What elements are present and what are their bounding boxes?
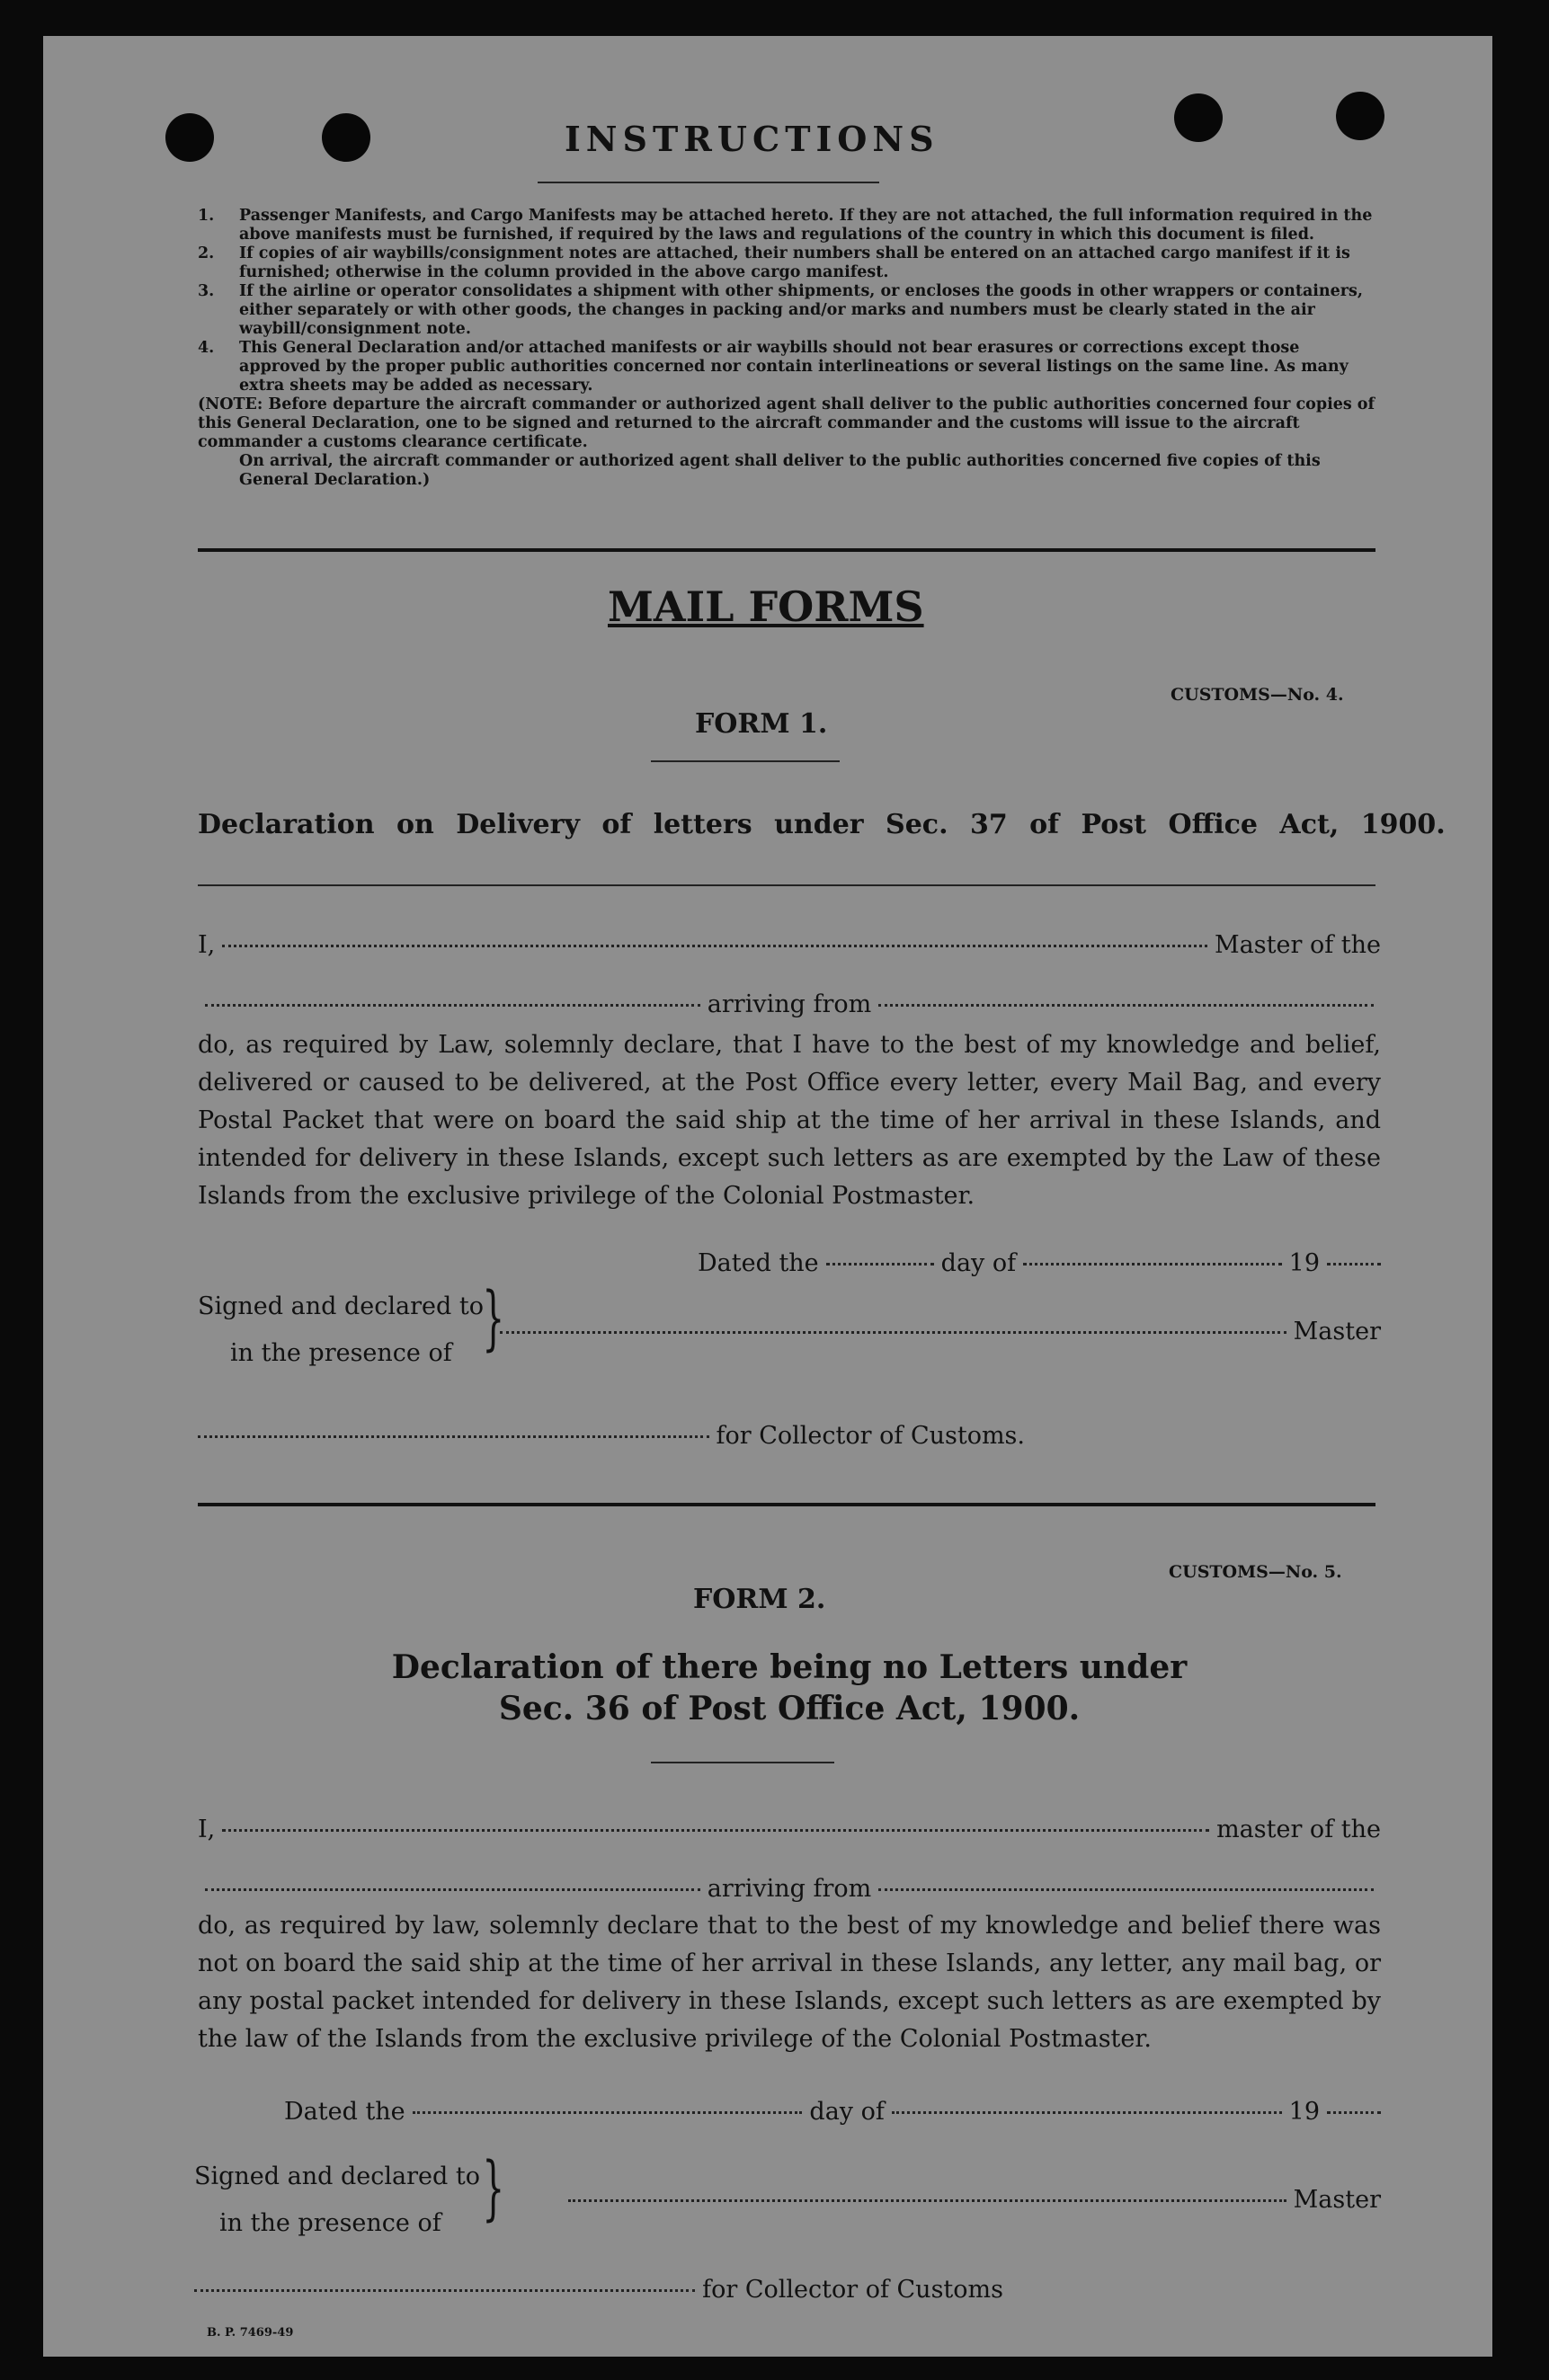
form2-master-sign-line: Master <box>561 2186 1381 2214</box>
customs-no-4: CUSTOMS—No. 4. <box>1171 685 1344 705</box>
form2-collector-signature-field[interactable] <box>194 2289 695 2292</box>
dated-day-field[interactable] <box>826 1263 934 1265</box>
form2-presence-label: in the presence of <box>219 2209 441 2237</box>
form2-collector-line: for Collector of Customs <box>194 2276 1003 2304</box>
punch-hole-left-2 <box>322 113 370 162</box>
form1-signed-label: Signed and declared to <box>198 1292 484 1320</box>
form1-presence-label: in the presence of <box>230 1339 452 1367</box>
dated-year-field[interactable] <box>1327 1263 1381 1265</box>
form2-dated-month-field[interactable] <box>892 2111 1282 2114</box>
mail-forms-heading: MAIL FORMS <box>608 582 924 631</box>
form2-dated-day-field[interactable] <box>413 2111 803 2114</box>
master-name-field[interactable] <box>222 945 1207 947</box>
form2-declaration-title: Declaration of there being no Letters under Sec. 36 of Post Office Act, 1900. <box>391 1648 1188 1727</box>
document-sheet <box>43 36 1492 2357</box>
instructions-title: INSTRUCTIONS <box>565 119 939 159</box>
master-signature-field[interactable] <box>500 1331 1286 1334</box>
form1-title-rule <box>651 760 840 762</box>
form1-dated-line: Dated the day of 19 <box>698 1249 1381 1277</box>
section-divider-top <box>198 548 1375 552</box>
instruction-item-3: 3. If the airline or operator consolidates a shipment with other shipments, or encloses the goods in other wrappers or containers, either separately or with other goods, the changes in packing and/or marks and numbers must be clearly stated in the air waybill/consignment note. <box>198 282 1363 338</box>
instruction-item-2: 2. If copies of air waybills/consignment notes are attached, their numbers shall be entered on an attached cargo manifest if it is furnished; otherwise in the column provided in the above cargo manifest. <box>198 244 1350 281</box>
arriving-from-field[interactable] <box>878 1004 1374 1007</box>
form2-title-rule <box>651 1762 834 1763</box>
form2-title: FORM 2. <box>693 1584 826 1615</box>
instructions-list <box>198 207 1379 490</box>
form2-paragraph: do, as required by law, solemnly declare that to the best of my knowledge and belief there was not on board the said ship at the time of her arrival in these Islands, any letter, any mail bag, or any postal packet intended for delivery in these Islands, except such letters as are exempted by the law of the Islands from the exclusive privilege of the Colonial Postmaster. <box>198 1912 1381 2053</box>
form2-arriving-line: arriving from <box>198 1875 1381 1903</box>
form1-master-sign-line: Master <box>493 1318 1381 1345</box>
form1-title: FORM 1. <box>695 708 828 740</box>
form2-dated-year-field[interactable] <box>1327 2111 1381 2114</box>
form2-master-signature-field[interactable] <box>568 2199 1286 2202</box>
form1-master-line: I, Master of the <box>198 931 1381 959</box>
form2-dated-line: Dated the day of 19 <box>284 2098 1381 2126</box>
punch-hole-right-2 <box>1336 92 1384 140</box>
section-divider-middle <box>198 1503 1375 1506</box>
punch-hole-left-1 <box>165 113 214 162</box>
collector-signature-field[interactable] <box>198 1435 709 1438</box>
instruction-note: (NOTE: Before departure the aircraft commander or authorized agent shall deliver to the public authorities concerned four copies of this General Declaration, one to be signed and returned to the aircraft commander and the customs will issue to the aircraft commander a customs clearance certificate. <box>198 395 1375 451</box>
customs-no-5: CUSTOMS—No. 5. <box>1169 1562 1342 1582</box>
form2-arriving-from-field[interactable] <box>878 1888 1374 1891</box>
ship-name-field[interactable] <box>205 1004 700 1007</box>
form2-brace: } <box>482 2148 505 2229</box>
form1-collector-line: for Collector of Customs. <box>198 1422 1025 1450</box>
form2-master-name-field[interactable] <box>222 1829 1209 1832</box>
form1-brace: } <box>482 1278 505 1359</box>
punch-hole-right-1 <box>1174 93 1223 142</box>
instruction-arrival: On arrival, the aircraft commander or authorized agent shall deliver to the public authorities concerned five copies of this General Declaration.) <box>239 452 1321 489</box>
form2-master-line: I, master of the <box>198 1816 1381 1843</box>
instruction-item-4: 4. This General Declaration and/or attached manifests or air waybills should not bear erasures or corrections except those approved by the proper public authorities concerned nor contain interlineations or several listings on the same line. As many extra sheets may be added as necessary. <box>198 339 1349 395</box>
instruction-item-1: 1. Passenger Manifests, and Cargo Manifests may be attached hereto. If they are not attached, the full information required in the above manifests must be furnished, if required by the laws and regulations of the country in which this document is filed. <box>198 207 1373 244</box>
form1-arriving-line: arriving from <box>198 990 1381 1018</box>
form2-ship-name-field[interactable] <box>205 1888 700 1891</box>
print-reference: B. P. 7469-49 <box>207 2326 294 2340</box>
form1-paragraph: do, as required by Law, solemnly declare, that I have to the best of my knowledge and belief, delivered or caused to be delivered, at the Post Office every letter, every Mail Bag, and every Postal Packet that were on board the said ship at the time of her arrival in these Islands, and intended for delivery in these Islands, except such letters as are exempted by the Law of these Islands from the exclusive privilege of the Colonial Postmaster. <box>198 1031 1381 1210</box>
dated-month-field[interactable] <box>1023 1263 1282 1265</box>
instructions-underline <box>538 182 879 183</box>
form2-signed-label: Signed and declared to <box>194 2162 480 2190</box>
form1-declaration-title: Declaration on Delivery of letters under Sec. 37 of Post Office Act, 1900. <box>198 809 1446 840</box>
form1-declaration-rule <box>198 884 1375 886</box>
